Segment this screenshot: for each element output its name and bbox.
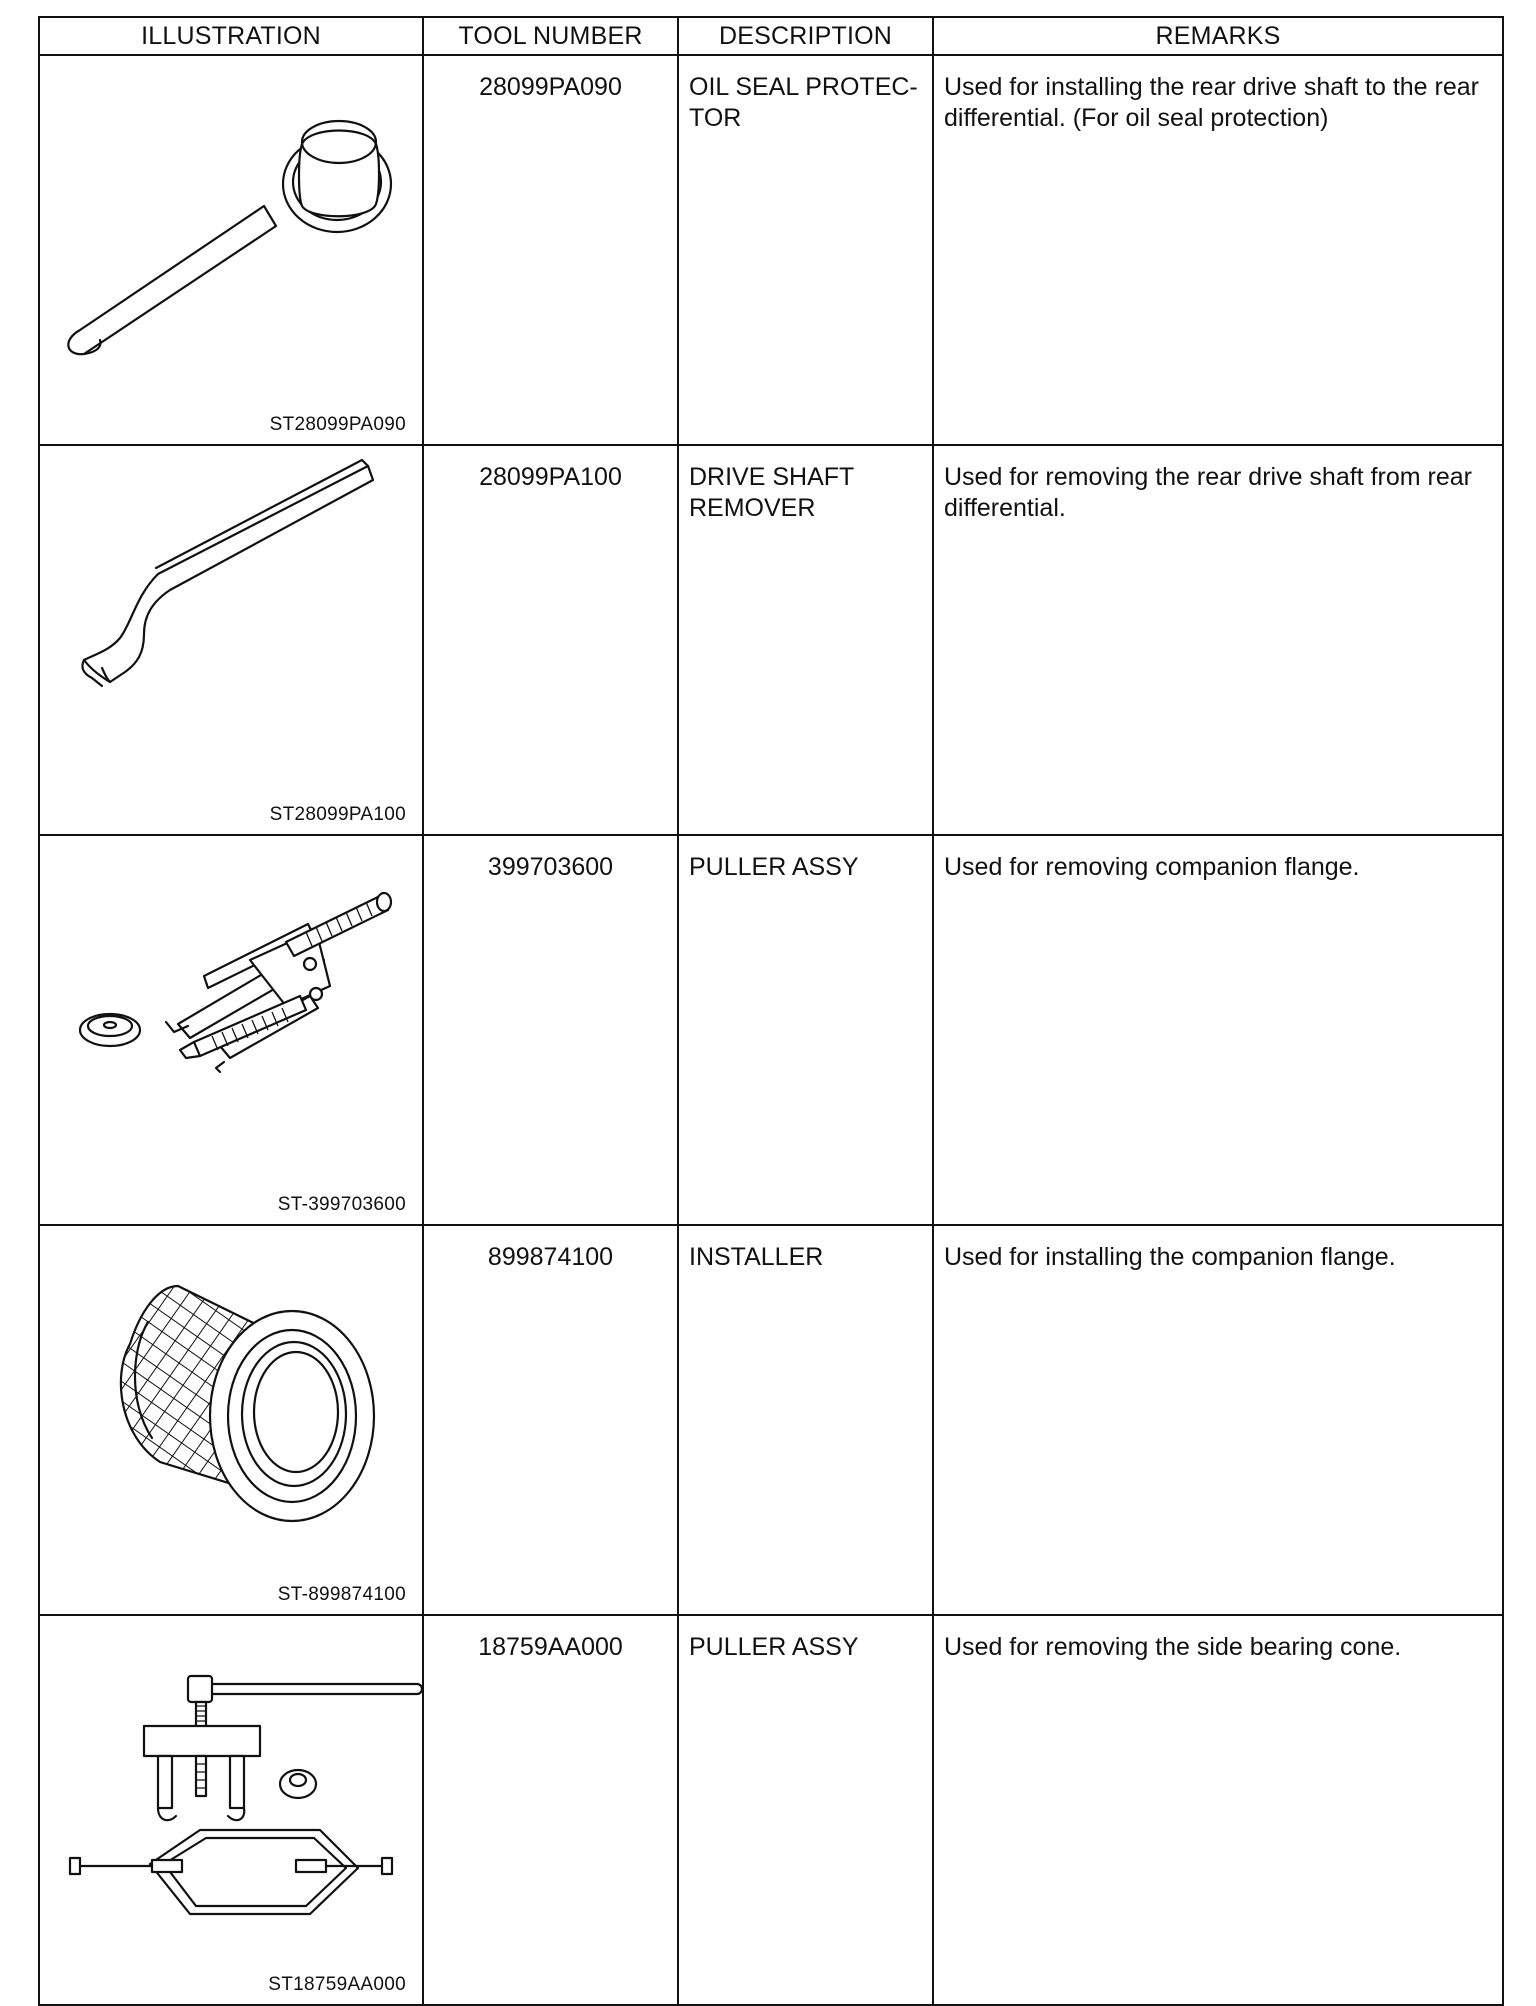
illustration-code: ST28099PA090	[269, 414, 406, 435]
tool-remarks: Used for installing the companion flange.	[933, 1225, 1503, 1615]
table-row	[39, 55, 1503, 445]
description-line: DRIVE SHAFT REMOVER	[689, 463, 855, 522]
illustration-code: ST-399703600	[277, 1194, 406, 1215]
table-row	[39, 445, 1503, 835]
tool-number: 18759AA000	[423, 1615, 678, 2005]
oil-seal-protector-icon	[40, 56, 422, 396]
illustration-code: ST-899874100	[277, 1584, 406, 1605]
header-tool-number: TOOL NUMBER	[423, 17, 678, 55]
tool-remarks: Used for installing the rear drive shaft to the rear differential. (For oil seal protection)	[933, 55, 1503, 445]
description-line: OIL SEAL PROTEC- TOR	[689, 73, 918, 132]
drive-shaft-remover-icon	[40, 446, 422, 786]
illustration-cell	[39, 835, 423, 1225]
illustration-cell	[39, 55, 423, 445]
tool-description	[678, 1225, 933, 1615]
header-description: DESCRIPTION	[678, 17, 933, 55]
description-line: PULLER ASSY	[689, 853, 859, 881]
tool-number: 28099PA100	[423, 445, 678, 835]
tool-number: 399703600	[423, 835, 678, 1225]
bearing-puller-icon	[40, 1616, 422, 1956]
table-header-row	[39, 17, 1503, 55]
tool-remarks: Used for removing the side bearing cone.	[933, 1615, 1503, 2005]
tool-description	[678, 835, 933, 1225]
tool-remarks: Used for removing companion flange.	[933, 835, 1503, 1225]
table-row	[39, 1615, 1503, 2005]
illustration-code: ST28099PA100	[269, 804, 406, 825]
special-tools-table	[38, 16, 1504, 2006]
header-illustration: ILLUSTRATION	[39, 17, 423, 55]
table-row	[39, 1225, 1503, 1615]
description-line: PULLER ASSY	[689, 1633, 859, 1661]
illustration-code: ST18759AA000	[268, 1974, 406, 1995]
tool-remarks: Used for removing the rear drive shaft from rear differential.	[933, 445, 1503, 835]
puller-assy-icon	[40, 836, 422, 1176]
installer-icon	[40, 1226, 422, 1566]
tool-number: 28099PA090	[423, 55, 678, 445]
description-line: INSTALLER	[689, 1243, 824, 1271]
tool-number: 899874100	[423, 1225, 678, 1615]
tool-description	[678, 445, 933, 835]
header-remarks: REMARKS	[933, 17, 1503, 55]
illustration-cell	[39, 1615, 423, 2005]
illustration-cell	[39, 1225, 423, 1615]
tool-description	[678, 55, 933, 445]
tool-description	[678, 1615, 933, 2005]
table-row	[39, 835, 1503, 1225]
illustration-cell	[39, 445, 423, 835]
